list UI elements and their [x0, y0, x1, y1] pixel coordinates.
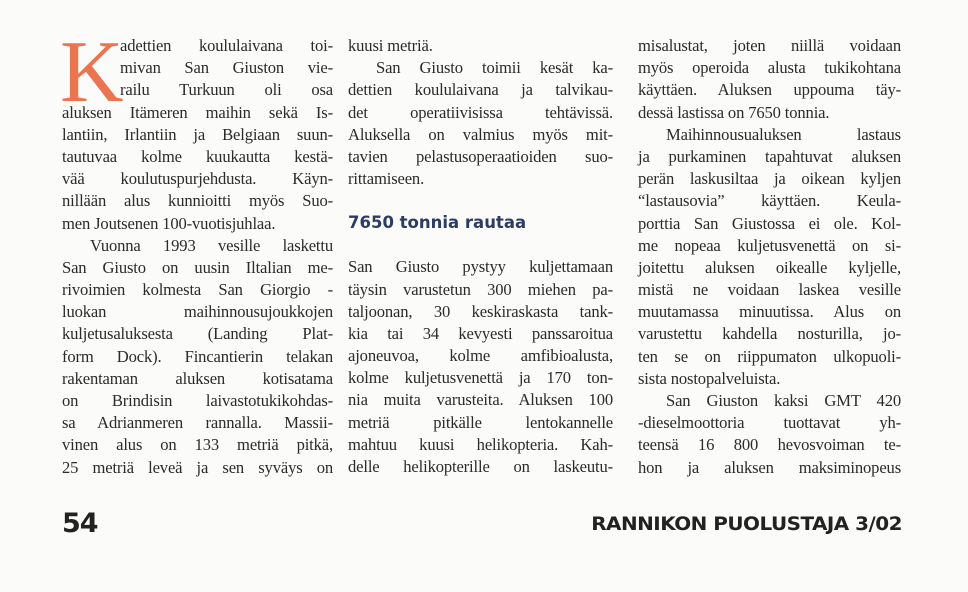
text-line: “lastausovia” käyttäen. Keula-: [638, 191, 901, 211]
text-line: vää koulutuspurjehdusta. Käyn-: [62, 169, 333, 189]
text-line: det operatiivisissa tehtävissä.: [348, 102, 613, 122]
paragraph: [348, 57, 613, 190]
text-line: San Giuston kaksi GMT 420: [666, 391, 901, 410]
text-line: dessä lastissa on 7650 tonnia.: [638, 102, 830, 122]
text-line: me nopeaa kuljetusvenettä on si-: [638, 235, 901, 255]
text-line: metriä pitkälle lentokannelle: [348, 412, 613, 432]
text-line: adettien koululaivana toi-: [120, 36, 333, 55]
text-line: ajoneuvoa, kolme amfibioalusta,: [348, 346, 613, 366]
text-line: nillään alus kunnioitti myös Suo-: [62, 191, 333, 211]
text-line: men Joutsenen 100-vuotisjuhlaa.: [62, 213, 276, 233]
text-line: kuusi metriä.: [348, 36, 433, 55]
article-column-3: [638, 35, 901, 479]
page-number: 54: [62, 508, 98, 539]
text-line: Maihinnousualuksen lastaus: [666, 124, 901, 144]
text-line: ten se on riippumaton ulkopuoli-: [638, 346, 901, 366]
text-line: porttia San Giustossa ei ole. Kol-: [638, 213, 901, 233]
text-line: joitettu aluksen oikealle kyljelle,: [638, 257, 901, 277]
text-line: myös operoida alusta tukikohtana: [638, 58, 901, 78]
text-line: hon ja aluksen maksiminopeus: [638, 457, 901, 477]
text-line: railu Turkuun oli osa: [120, 80, 333, 100]
text-line: vinen alus on 133 metriä pitkä,: [62, 435, 333, 455]
text-line: Vuonna 1993 vesille laskettu: [90, 235, 333, 255]
paragraph: [638, 390, 901, 479]
text-line: Aluksella on valmius myös mit-: [348, 124, 613, 144]
text-line: varustettu kahdella nosturilla, jo-: [638, 324, 901, 344]
text-line: ja purkaminen tapahtuvat aluksen: [638, 146, 901, 166]
text-line: San Giusto pystyy kuljettamaan: [348, 257, 613, 277]
paragraph: [62, 235, 333, 479]
text-line: San Giusto toimii kesät ka-: [376, 58, 613, 78]
text-line: aluksen Itämeren maihin sekä Is-: [62, 102, 333, 122]
paragraph: [348, 256, 613, 478]
text-line: 25 metriä leveä ja sen syväys on: [62, 457, 333, 477]
text-line: luokan maihinnousujoukkojen: [62, 302, 333, 322]
text-line: mistä ne voidaan laskea vesille: [638, 280, 901, 300]
article-column-2: [348, 35, 613, 478]
text-line: mivan San Giuston vie-: [120, 58, 333, 78]
text-line: misalustat, joten niillä voidaan: [638, 36, 901, 55]
text-line: San Giusto on uusin Iltalian me-: [62, 257, 333, 277]
text-line: dettien koululaivana ja talvikau-: [348, 80, 613, 100]
text-line: nia muita varusteita. Aluksen 100: [348, 390, 613, 410]
text-line: sista nostopalveluista.: [638, 368, 781, 388]
article-column-1: [60, 24, 333, 479]
text-line: täysin varustetun 300 miehen pa-: [348, 279, 613, 299]
text-line: tautuvaa kolme kuukautta kestä-: [62, 146, 333, 166]
text-line: form Dock). Fincantierin telakan: [62, 346, 333, 366]
text-line: delle helikopterille on laskeutu-: [348, 457, 613, 476]
text-line: muutamassa minuutissa. Alus on: [638, 302, 901, 322]
text-line: tavien pelastusoperaatioiden suo-: [348, 146, 613, 166]
text-line: rittamiseen.: [348, 169, 425, 189]
text-line: taljoonan, 30 keskiraskasta tank-: [348, 301, 613, 321]
paragraph: [348, 35, 613, 57]
text-line: perän laskusiltaa ja oikean kyljen: [638, 169, 901, 189]
text-line: sa Adrianmeren rannalla. Massii-: [62, 413, 333, 433]
text-line: on Brindisin laivastotukikohdas-: [62, 391, 333, 410]
drop-cap: K: [60, 24, 124, 121]
publication-title: RANNIKON PUOLUSTAJA 3/02: [591, 513, 902, 535]
text-line: kolme kuljetusvenettä ja 170 ton-: [348, 368, 613, 388]
section-heading: 7650 tonnia rautaa: [348, 213, 527, 233]
paragraph: [638, 35, 901, 124]
text-line: mahtuu kuusi helikopteria. Kah-: [348, 434, 613, 454]
text-line: lantiin, Irlantiin ja Belgiaan suun-: [62, 124, 333, 144]
text-line: rakentaman aluksen kotisatama: [62, 368, 333, 388]
text-line: kuljetusaluksesta (Landing Plat-: [62, 324, 333, 344]
text-line: käyttäen. Aluksen uppouma täy-: [638, 80, 901, 100]
text-line: teensä 16 800 hevosvoiman te-: [638, 435, 901, 455]
text-line: rivoimien kolmesta San Giorgio -: [62, 280, 333, 300]
text-line: kia tai 34 kevyesti panssaroitua: [348, 323, 613, 343]
paragraph: [638, 124, 901, 390]
text-line: -dieselmoottoria tuottavat yh-: [638, 413, 901, 433]
